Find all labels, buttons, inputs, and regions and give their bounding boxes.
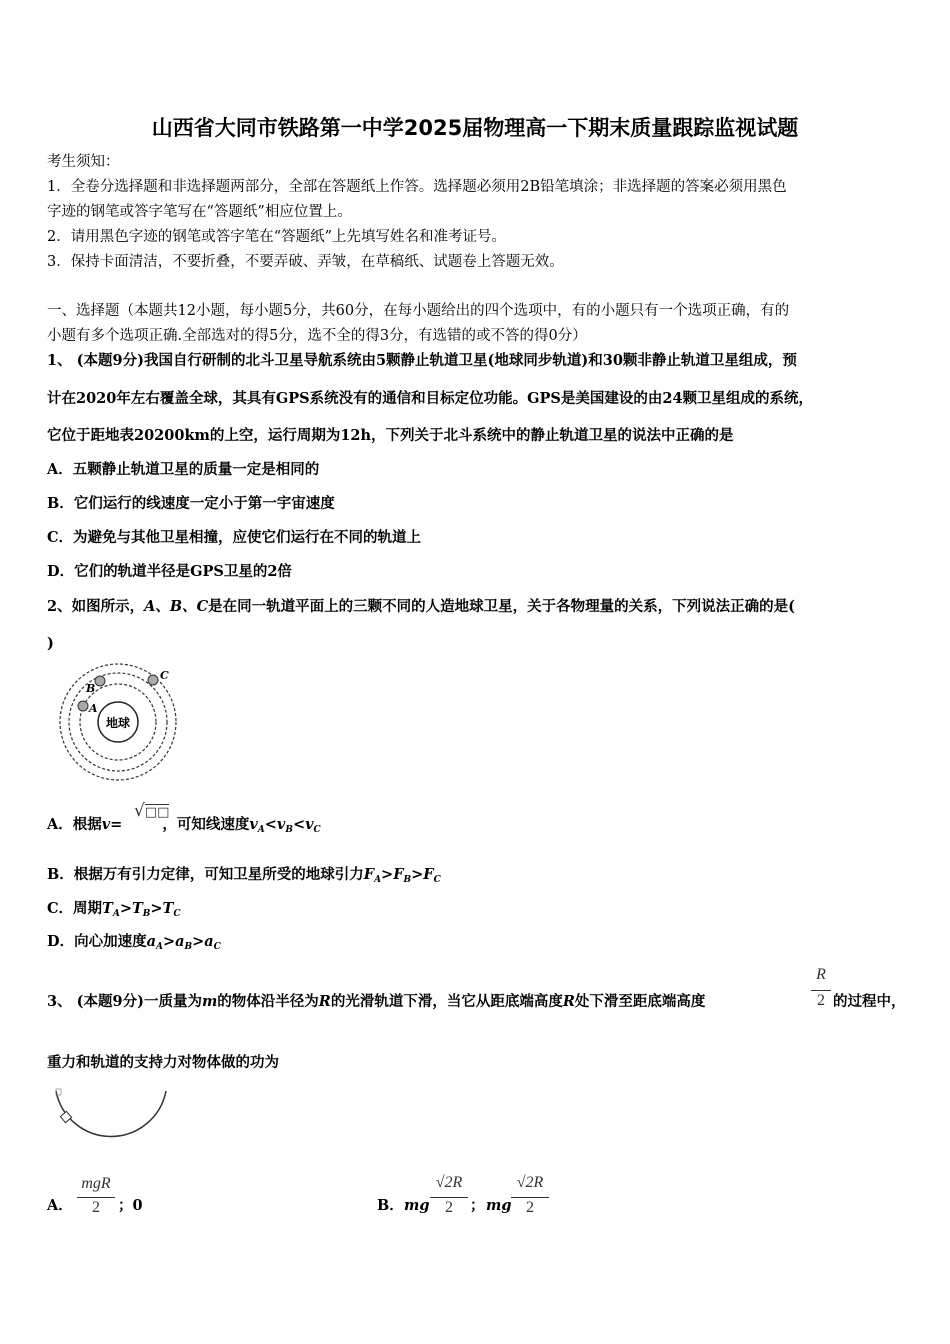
q2-stem-suffix: 是在同一轨道平面上的三颗不同的人造地球卫星，关于各物理量的关系，下列说法正确的是( [208,598,795,615]
notice-item: 3．保持卡面清洁，不要折叠，不要弄破、弄皱，在草稿纸、试题卷上答题无效。 [47,254,564,270]
label-c: C [160,669,169,682]
q3-option-a-label: A． [47,1197,73,1214]
q3-stem-line1-end: 的过程中， [833,993,906,1010]
q3-option-b-line2 [511,1197,549,1198]
label-a: A [89,702,98,715]
q3-frac-den: 2 [817,992,825,1009]
q2-option-a-rel: $v_A<v_B<v_C$ [249,816,321,835]
notice-heading: 考生须知： [47,154,120,170]
q2-option-c-text: C．周期 [47,900,103,917]
satellite-a [78,701,88,711]
q2-option-a-sqrt: √□□ [134,801,170,821]
q2-option-a-label: A．根据 [47,816,102,833]
q2-option-b-rel: $F_A>F_B>F_C$ [363,866,441,885]
q2-stem-close: ) [47,635,54,652]
notice-item: 字迹的钢笔或答字笔写在“答题纸”相应位置上。 [47,204,352,220]
q1-option-d: D．它们的轨道半径是GPS卫星的2倍 [47,563,292,580]
q3-frac-line [811,990,831,991]
q2-option-a [47,815,321,840]
block [60,1111,71,1122]
satellite-b [95,676,105,686]
q2-option-b [47,865,441,890]
semicircle-track [56,1091,166,1136]
q3-stem-line2: 重力和轨道的支持力对物体做的功为 [47,1054,279,1071]
q3-option-b-num2: √2R [516,1174,544,1191]
section-heading-line1: 一、选择题（本题共12小题，每小题5分，共60分，在每小题给出的四个选项中，有的小题只有一个选项正确，有的 [47,303,790,319]
q1-stem-line1: 1、 (本题9分)我国自行研制的北斗卫星导航系统由5颗静止轨道卫星(地球同步轨道)和30颗非静止轨道卫星组成，预 [47,352,797,369]
q2-option-a-mid: ，可知线速度 [162,816,250,833]
q3-option-b-mg1: mg [404,1197,430,1214]
q3-option-b-den1: 2 [445,1199,453,1216]
q3-option-b-den2: 2 [526,1199,534,1216]
page-title: 山西省大同市铁路第一中学2025届物理高一下期末质量跟踪监视试题 [151,116,799,140]
earth-label: 地球 [105,716,131,730]
section-heading-line2: 小题有多个选项正确.全部选对的得5分，选不全的得3分，有选错的或不答的得0分） [47,328,587,344]
q3-option-b-line1 [430,1197,468,1198]
orbit-diagram [55,662,185,782]
q2-option-c-rel: $T_A>T_B>T_C$ [102,900,181,919]
q3-stem-line1: 3、 (本题9分)一质量为m的物体沿半径为R的光滑轨道下滑，当它从距底端高度R处下滑至距底端高度 [47,993,706,1010]
q3-option-a-num: mgR [81,1175,111,1192]
q3-option-b-num1: √2R [435,1174,463,1191]
q2-stem-prefix: 2、如图所示， [47,598,145,615]
q1-option-c: C．为避免与其他卫星相撞，应使它们运行在不同的轨道上 [47,529,422,546]
notice-item: 1．全卷分选择题和非选择题两部分，全部在答题纸上作答。选择题必须用2B铅笔填涂；非选择题的答案必须用黑色 [47,179,787,195]
q2-option-a-formula: v= [101,816,123,833]
q2-stem-vars: A、B、C [144,598,209,615]
q3-option-a-line [77,1197,115,1198]
q2-option-d [47,932,221,957]
q2-stem [47,597,795,617]
q3-frac-num: R [816,966,826,983]
q1-stem-line2: 计在2020年左右覆盖全球，其具有GPS系统没有的通信和目标定位功能。GPS是美国建设的由24颗卫星组成的系统， [47,390,814,407]
q2-option-d-text: D．向心加速度 [47,933,147,950]
notice-item: 2．请用黑色字迹的钢笔或答字笔在“答题纸”上先填写姓名和准考证号。 [47,229,507,245]
q3-option-a-rest: ；0 [118,1197,143,1214]
q2-option-b-text: B．根据万有引力定律，可知卫星所受的地球引力 [47,866,364,883]
q3-option-a-den: 2 [92,1199,100,1216]
track-diagram [50,1085,175,1150]
q3-option-b-mg2: mg [486,1197,512,1214]
q1-option-b: B．它们运行的线速度一定小于第一宇宙速度 [47,495,335,512]
satellite-c [148,675,158,685]
q2-option-d-rel: $a_A>a_B>a_C$ [146,933,221,952]
q1-stem-line3: 它位于距地表20200km的上空，运行周期为12h，下列关于北斗系统中的静止轨道卫星的说法中正确的是 [47,427,734,444]
label-b: B [86,682,96,695]
q3-option-b-label: B． [377,1197,404,1214]
q2-option-c [47,899,181,924]
q3-option-b-sep: ； [470,1197,485,1214]
q1-option-a: A．五颗静止轨道卫星的质量一定是相同的 [47,461,320,478]
